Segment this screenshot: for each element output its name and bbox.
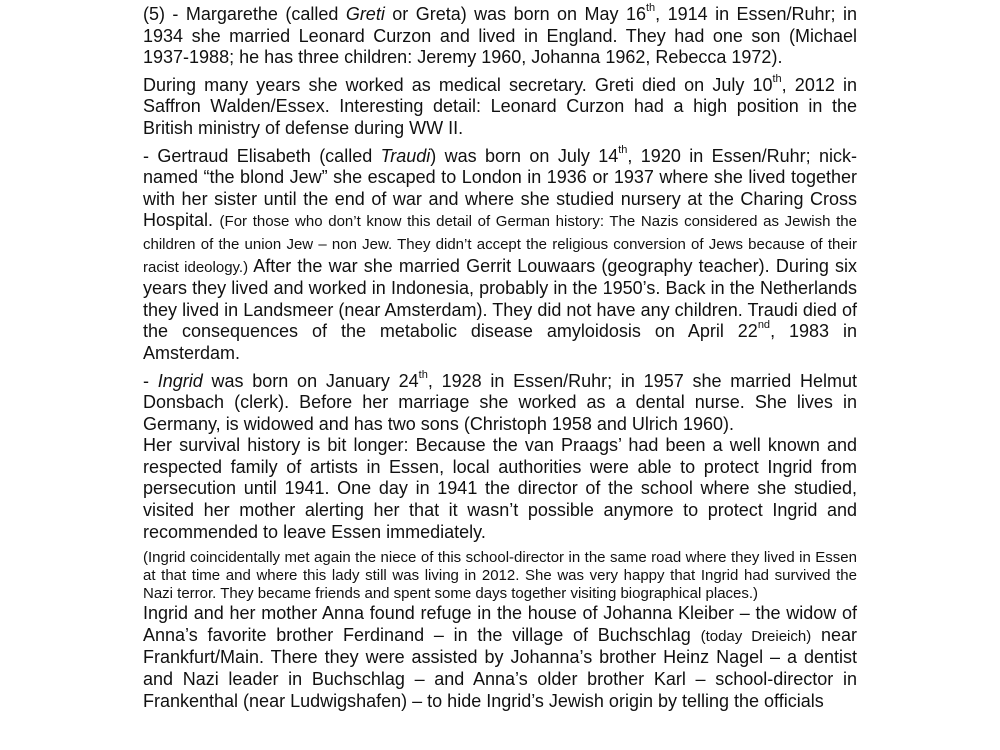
paragraph-survival-history: Her survival history is bit longer: Because the van Praags’ had been a well known and respected family of artists in Essen, local authorities were able to protect Ingrid from persecution until 1941. One day in 1941 the director of the school where she studied, visited her mother alerting her that it wasn’t possible anymore to protect Ingrid and recommended to leave Essen immediately. [143,435,857,542]
paragraph-school-director-note: (Ingrid coincidentally met again the niece of this school-director in the same road where they lived in Essen at that time and where this lady still was living in 2012. She was very happy that Ingrid had survived the Nazi terror. They became friends and spent some days together visiting biographical places.) [143,549,857,603]
paragraph-ingrid: - Ingrid was born on January 24th, 1928 in Essen/Ruhr; in 1957 she married Helmut Donsbach (clerk). Before her marriage she worked as a dental nurse. She lives in Germany, is widowed and has two sons (Christoph 1958 and Ulrich 1960). [143,368,858,434]
paragraph-refuge: Ingrid and her mother Anna found refuge in the house of Johanna Kleiber – the widow of Anna’s favorite brother Ferdinand – in the village of Buchschlag (today Dreieich) near Frankfurt/Main. There they were assisted by Johanna’s brother Heinz Nagel – a dentist and Nazi leader in Buchschlag – and Anna’s older brother Karl – school-director in Frankenthal (near Ludwigshafen) – to hide Ingrid’s Jewish origin by telling the officials [143,603,858,711]
paragraph-margarethe: (5) - Margarethe (called Greti or Greta) was born on May 16th, 1914 in Essen/Ruhr; in 1934 she married Leonard Curzon and lived in England. They had one son (Michael 1937-1988; he has three children: Jeremy 1960, Johanna 1962, Rebecca 1972). [143,2,857,68]
document-page [143,4,857,712]
paragraph-gertraud: - Gertraud Elisabeth (called Traudi) was born on July 14th, 1920 in Essen/Ruhr; nick-named “the blond Jew” she escaped to London in 1936 or 1937 where she lived together with her sister until the end of war and where she studied nursery at the Charing Cross Hospital. (For those who don’t know this detail of German history: The Nazis considered as Jewish the children of the union Jew – non Jew. They didn’t accept the religious conversion of Jews because of their racist ideology.) After the war she married Gerrit Louwaars (geography teacher). During six years they lived and worked in Indonesia, probably in the 1950’s. Back in the Netherlands they lived in Landsmeer (near Amsterdam). They did not have any children. Traudi died of the consequences of the metabolic disease amyloidosis on April 22nd, 1983 in Amsterdam. [143,143,858,363]
history-note: (For those who don’t know this detail of German history: The Nazis considered as Jewish the children of the union Jew – non Jew. They didn’t accept the religious conversion of Jews because of their racist ideology.) [143,213,857,276]
paragraph-greti-career: During many years she worked as medical secretary. Greti died on July 10th, 2012 in Saffron Walden/Essex. Interesting detail: Leonard Curzon had a high position in the British ministry of defense during WW II. [143,72,857,138]
